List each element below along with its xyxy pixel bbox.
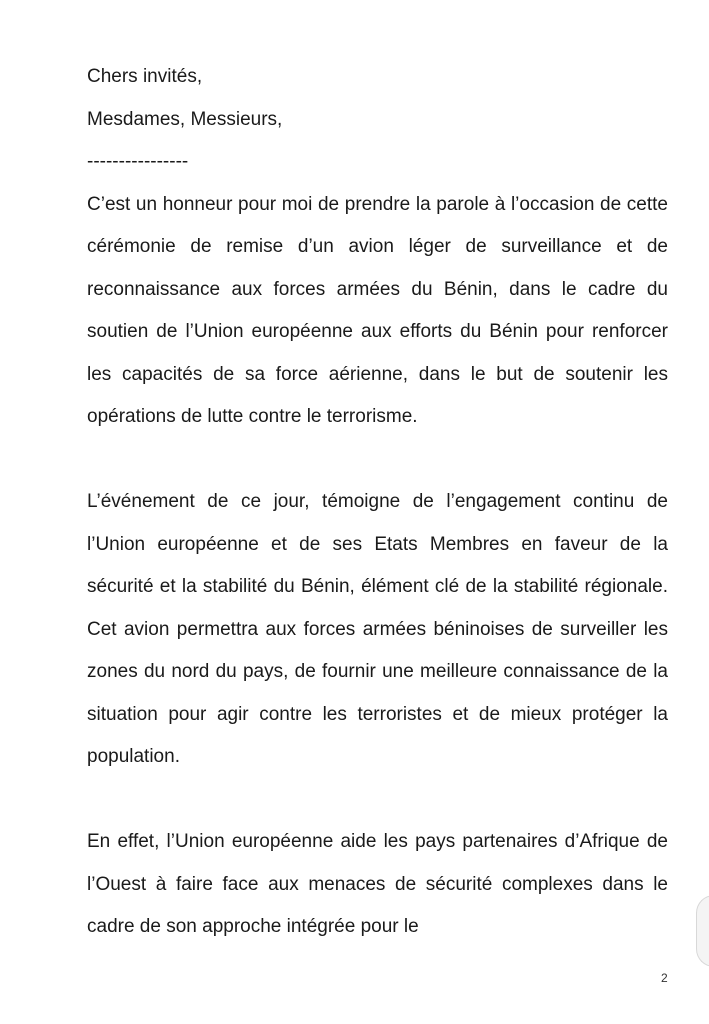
document-body xyxy=(87,56,668,949)
paragraph-spacer xyxy=(87,779,668,822)
salutation-ladies-gentlemen: Mesdames, Messieurs, xyxy=(87,108,283,130)
separator-line: ---------------- xyxy=(87,151,189,172)
salutation-guests: Chers invités, xyxy=(87,66,203,87)
paragraph-1: C’est un honneur pour moi de prendre la parole à l’occasion de cette cérémonie de remise d’un avion léger de surveillance et de reconnaissance aux forces armées du Bénin, dans le cadre du soutien de l’Union européenne aux efforts du Bénin pour renforcer les capacités de sa force aérienne, dans le but de soutenir les opérations de lutte contre le terrorisme. xyxy=(87,193,668,427)
paragraph-3: En effet, l’Union européenne aide les pays partenaires d’Afrique de l’Ouest à faire face aux menaces de sécurité complexes dans le cadre de son approche intégrée pour le xyxy=(87,831,668,937)
paragraph-spacer xyxy=(87,439,668,482)
page-number: 2 xyxy=(661,971,668,985)
paragraph-2: L’événement de ce jour, témoigne de l’engagement continu de l’Union européenne et de ses Etats Membres en faveur de la sécurité et la stabilité du Bénin, élément clé de la stabilité régionale. Cet avion permettra aux forces armées béninoises de surveiller les zones du nord du pays, de fournir une meilleure connaissance de la situation pour agir contre les terroristes et de mieux protéger la population. xyxy=(87,491,668,767)
page-edge-handle xyxy=(696,895,709,967)
